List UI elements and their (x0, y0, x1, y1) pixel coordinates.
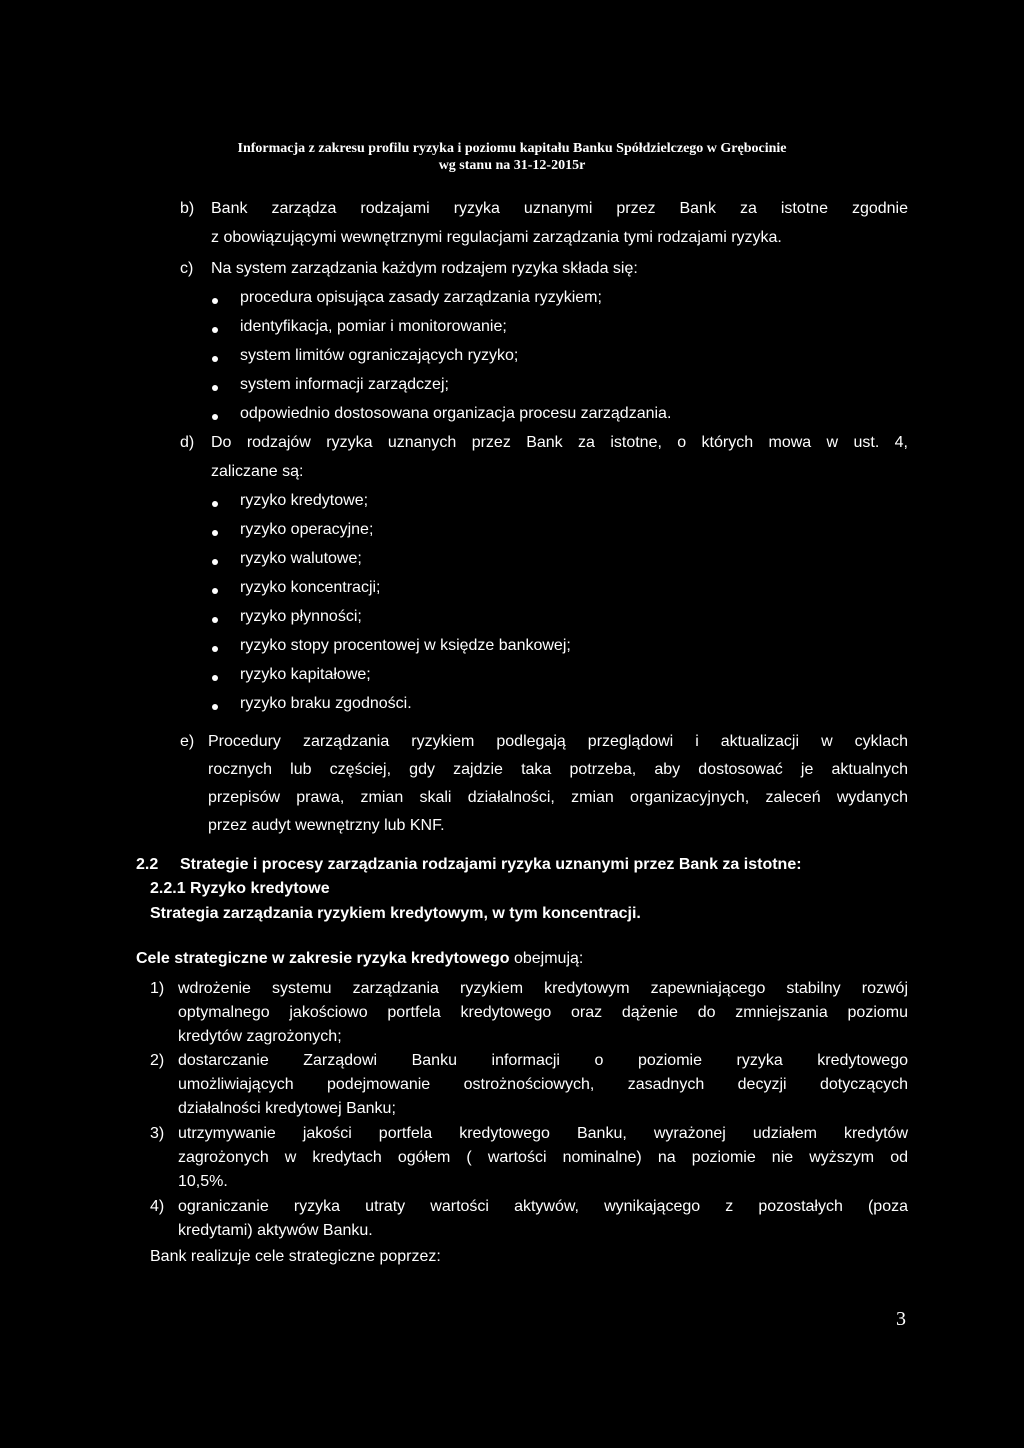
item-d-bullet-2: ryzyko operacyjne; (240, 521, 374, 538)
item-c-bullet-3: system limitów ograniczających ryzyko; (240, 347, 519, 364)
goal-2-line-2: umożliwiających podejmowanie ostrożnościowych, zasadnych decyzji dotyczących (178, 1076, 908, 1093)
item-d-line-1: Do rodzajów ryzyka uznanych przez Bank za istotne, o których mowa w ust. 4, (211, 434, 908, 451)
page-header-line-2: wg stanu na 31-12-2015r (438, 158, 586, 173)
bullet-dot (212, 298, 218, 304)
bullet-dot (212, 530, 218, 536)
bullet-dot (212, 675, 218, 681)
goal-1-number: 1) (150, 980, 165, 997)
item-c-bullet-4: system informacji zarządczej; (240, 376, 449, 393)
subsection-heading: 2.2.1 Ryzyko kredytowe (150, 880, 330, 897)
item-e-line-3: przepisów prawa, zmian skali działalności, zmian organizacyjnych, zaleceń wydanych (208, 789, 908, 806)
goal-4-line-2: kredytami) aktywów Banku. (178, 1222, 373, 1239)
item-d-bullet-8: ryzyko braku zgodności. (240, 695, 412, 712)
bullet-dot (212, 356, 218, 362)
item-e-line-4: przez audyt wewnętrzny lub KNF. (208, 817, 445, 834)
item-c-intro: Na system zarządzania każdym rodzajem ryzyka składa się: (211, 260, 638, 277)
item-e-marker: e) (180, 733, 195, 750)
item-d-bullet-4: ryzyko koncentracji; (240, 579, 381, 596)
item-c-bullet-5: odpowiednio dostosowana organizacja procesu zarządzania. (240, 405, 672, 422)
item-c-marker: c) (180, 260, 194, 277)
item-d-bullet-6: ryzyko stopy procentowej w księdze bankowej; (240, 637, 571, 654)
item-d-bullet-7: ryzyko kapitałowe; (240, 666, 371, 683)
page-number: 3 (896, 1308, 906, 1330)
goals-intro-rest: obejmują: (509, 950, 584, 967)
bullet-dot (212, 327, 218, 333)
goals-closing: Bank realizuje cele strategiczne poprzez: (150, 1248, 441, 1265)
goal-1-line-1: wdrożenie systemu zarządzania ryzykiem kredytowym zapewniającego stabilny rozwój (178, 980, 908, 997)
item-d-bullet-1: ryzyko kredytowe; (240, 492, 369, 509)
item-d-bullet-3: ryzyko walutowe; (240, 550, 362, 567)
goal-4-line-1: ograniczanie ryzyka utraty wartości aktywów, wynikającego z pozostałych (poza (178, 1198, 908, 1215)
goal-1-line-3: kredytów zagrożonych; (178, 1028, 342, 1045)
goal-4-number: 4) (150, 1198, 165, 1215)
goal-3-number: 3) (150, 1125, 165, 1142)
bullet-dot (212, 617, 218, 623)
page-header-line-1: Informacja z zakresu profilu ryzyka i poziomu kapitału Banku Spółdzielczego w Grębocinie (237, 141, 787, 156)
section-number: 2.2 (136, 856, 159, 873)
goal-1-line-2: optymalnego jakościowo portfela kredytowego oraz dążenie do zmniejszania poziomu (178, 1004, 908, 1021)
item-b-line-1: Bank zarządza rodzajami ryzyka uznanymi przez Bank za istotne zgodnie (211, 200, 908, 217)
item-c-bullet-2: identyfikacja, pomiar i monitorowanie; (240, 318, 507, 335)
item-d-line-2: zaliczane są: (211, 463, 304, 480)
goal-2-line-3: działalności kredytowej Banku; (178, 1100, 396, 1117)
goal-3-line-2: zagrożonych w kredytach ogółem ( wartości nominalne) na poziomie nie wyższym od (178, 1149, 908, 1166)
section-title: Strategie i procesy zarządzania rodzajami ryzyka uznanymi przez Bank za istotne: (180, 856, 802, 873)
item-d-bullet-5: ryzyko płynności; (240, 608, 362, 625)
item-e-line-2: rocznych lub częściej, gdy zajdzie taka potrzeba, aby dostosować je aktualnych (208, 761, 908, 778)
item-e-line-1: Procedury zarządzania ryzykiem podlegają przeglądowi i aktualizacji w cyklach (208, 733, 908, 750)
bullet-dot (212, 414, 218, 420)
item-d-marker: d) (180, 434, 195, 451)
goal-3-line-3: 10,5%. (178, 1173, 228, 1190)
goal-2-number: 2) (150, 1052, 165, 1069)
goal-2-line-1: dostarczanie Zarządowi Banku informacji o poziomie ryzyka kredytowego (178, 1052, 908, 1069)
bullet-dot (212, 559, 218, 565)
bullet-dot (212, 704, 218, 710)
item-c-bullet-1: procedura opisująca zasady zarządzania ryzykiem; (240, 289, 602, 306)
goal-3-line-1: utrzymywanie jakości portfela kredytowego Banku, wyrażonej udziałem kredytów (178, 1125, 908, 1142)
bullet-dot (212, 385, 218, 391)
bullet-dot (212, 646, 218, 652)
goals-intro-bold: Cele strategiczne w zakresie ryzyka kredytowego (136, 950, 510, 967)
bullet-dot (212, 588, 218, 594)
item-b-marker: b) (180, 200, 195, 217)
goals-intro (136, 950, 583, 968)
item-b-line-2: z obowiązującymi wewnętrznymi regulacjami zarządzania tymi rodzajami ryzyka. (211, 229, 782, 246)
strategy-heading: Strategia zarządzania ryzykiem kredytowym, w tym koncentracji. (150, 905, 641, 922)
bullet-dot (212, 501, 218, 507)
